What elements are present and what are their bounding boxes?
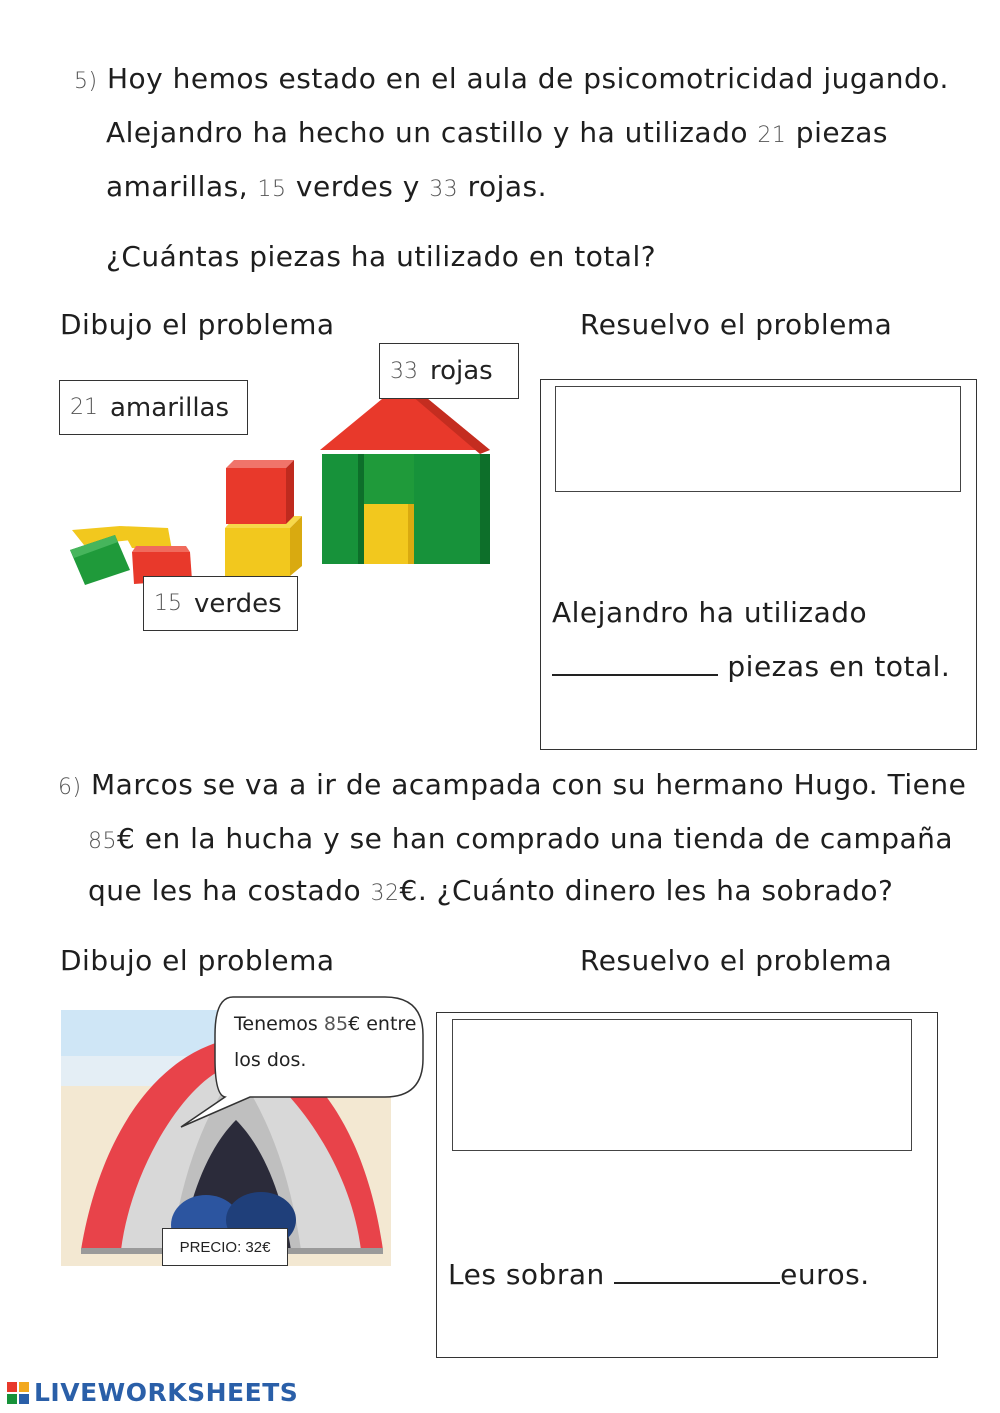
problem5-question: ¿Cuántas piezas ha utilizado en total?	[106, 240, 657, 273]
logo-text: LIVEWORKSHEETS	[34, 1378, 299, 1407]
problem6-line3: que les ha costado 32€. ¿Cuánto dinero les ha sobrado?	[88, 874, 894, 907]
problem6-line2: 85€ en la hucha y se han comprado una tienda de campaña	[88, 822, 954, 855]
problem5-answer-blank[interactable]	[552, 650, 718, 676]
problem5-line2: Alejandro ha hecho un castillo y ha utilizado 21 piezas	[106, 116, 889, 149]
problem5-line1: 5) Hoy hemos estado en el aula de psicomotricidad jugando.	[74, 62, 949, 95]
problem5-draw-heading: Dibujo el problema	[60, 308, 335, 341]
problem6-solve-heading: Resuelvo el problema	[580, 944, 893, 977]
problem5-line3: amarillas, 15 verdes y 33 rojas.	[106, 170, 548, 203]
speech-bubble-text: Tenemos 85€ entre los dos.	[234, 1013, 417, 1071]
problem6-answer-blank[interactable]	[614, 1258, 780, 1284]
problem5-solve-heading: Resuelvo el problema	[580, 308, 893, 341]
liveworksheets-logo[interactable]	[6, 1378, 298, 1407]
problem5-operation-input[interactable]	[555, 386, 961, 492]
problem6-answer: Les sobran euros.	[448, 1258, 870, 1291]
problem6-draw-heading: Dibujo el problema	[60, 944, 335, 977]
problem6-number: 6)	[58, 775, 82, 800]
price-tag: PRECIO: 32€	[162, 1228, 288, 1266]
label-verdes: 15 verdes	[143, 576, 298, 631]
problem5-number: 5)	[74, 69, 98, 94]
label-rojas: 33 rojas	[379, 343, 519, 399]
label-amarillas: 21 amarillas	[59, 380, 248, 435]
logo-grid-icon	[6, 1381, 30, 1405]
problem5-answer-line2: piezas en total.	[552, 650, 950, 683]
problem5-answer-line1: Alejandro ha utilizado	[552, 596, 868, 629]
problem6-line1: 6) Marcos se va a ir de acampada con su hermano Hugo. Tiene	[58, 768, 967, 801]
problem6-operation-input[interactable]	[452, 1019, 912, 1151]
